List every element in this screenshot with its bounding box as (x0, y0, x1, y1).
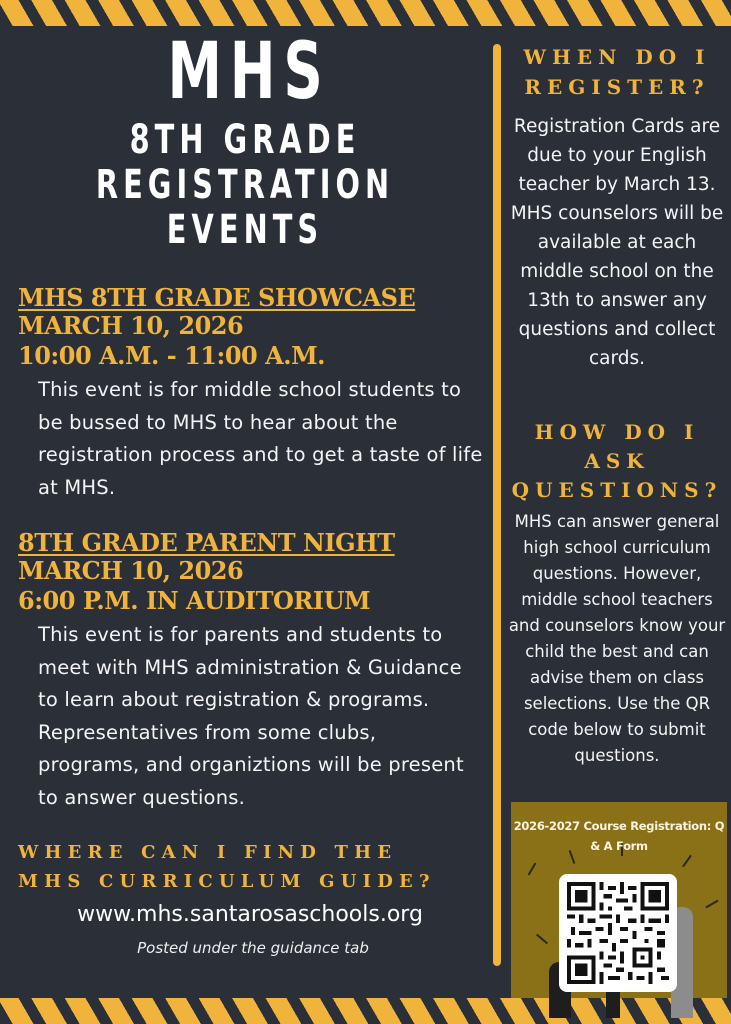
questions-text: MHS can answer general high school curriculum questions. However, middle school teachers and counselors know your child the best and can advise them on class selections. Use the QR code below to submit questions. (508, 512, 726, 765)
decor-dash-icon (528, 862, 537, 875)
event-time: 6:00 P.M. IN AUDITORIUM (18, 586, 371, 615)
event-time: 10:00 A.M. - 11:00 A.M. (18, 341, 325, 370)
questions-heading-line-1: HOW DO I (534, 420, 700, 444)
vertical-divider (493, 44, 501, 966)
event-title: 8TH GRADE PARENT NIGHT (18, 528, 395, 557)
title-mhs: MHS (167, 27, 331, 117)
event-showcase (18, 284, 483, 504)
subtitle-line-2: REGISTRATION (95, 162, 395, 208)
register-heading-line-2: REGISTER? (524, 75, 710, 99)
curriculum-guide-section (18, 838, 488, 957)
hazard-stripe-bottom (0, 998, 731, 1024)
questions-section (506, 418, 728, 769)
curriculum-heading-line-2: MHS CURRICULUM GUIDE? (18, 871, 436, 892)
event-title: MHS 8TH GRADE SHOWCASE (18, 283, 416, 312)
decor-dash-icon (682, 855, 692, 868)
questions-heading-line-3: QUESTIONS? (511, 478, 723, 502)
event-parent-night (18, 529, 483, 814)
register-section (506, 42, 728, 373)
qr-code-icon[interactable] (559, 874, 677, 992)
curriculum-heading-line-1: WHERE CAN I FIND THE (18, 842, 398, 863)
questions-heading-line-2: ASK (584, 449, 650, 473)
event-description: This event is for middle school students to be bussed to MHS to hear about the registration process and to get a taste of life at MHS. (38, 378, 483, 499)
curriculum-url-link[interactable]: www.mhs.santarosaschools.org (77, 902, 423, 927)
qr-form-card[interactable] (511, 802, 727, 1018)
qr-card-title: 2026-2027 Course Registration: Q & A Form (513, 819, 725, 853)
decor-dash-icon (536, 934, 548, 945)
event-date: MARCH 10, 2026 (18, 556, 244, 585)
subtitle-line-1: 8TH GRADE (129, 117, 361, 163)
register-heading-line-1: WHEN DO I (523, 45, 711, 69)
register-text: Registration Cards are due to your English teacher by March 13. MHS counselors will be available at each middle school on the 13th to answer any questions and collect cards. (510, 116, 724, 369)
subtitle-line-3: EVENTS (166, 207, 324, 253)
curriculum-note: Posted under the guidance tab (137, 939, 369, 957)
event-description: This event is for parents and students to meet with MHS administration & Guidance to learn about registration & programs. Representatives from some clubs, programs, and organiztions will be present to answer questions. (38, 623, 464, 809)
event-date: MARCH 10, 2026 (18, 311, 244, 340)
hazard-stripe-top (0, 0, 731, 26)
flyer-header (0, 27, 490, 253)
decor-dash-icon (705, 900, 718, 909)
